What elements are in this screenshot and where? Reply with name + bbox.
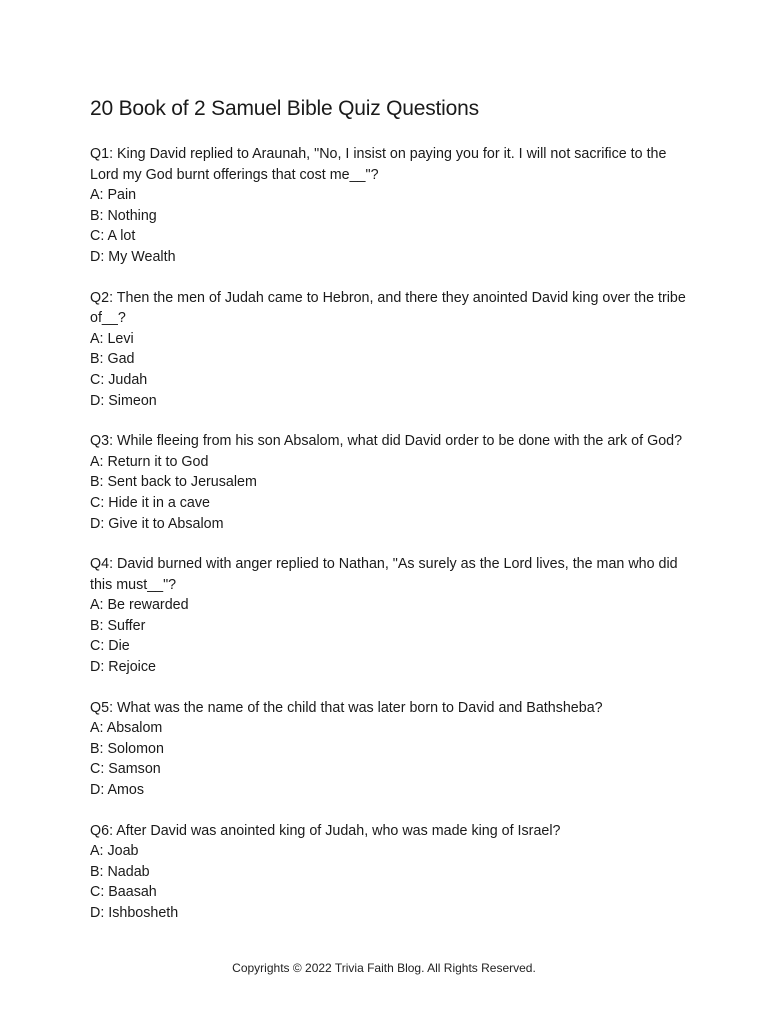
question-block [90, 144, 690, 268]
answer-option: A: Be rewarded [90, 597, 189, 614]
answer-option: B: Gad [90, 351, 135, 368]
answer-option: B: Solomon [90, 740, 164, 757]
answer-option: A: Pain [90, 187, 137, 204]
question-text: Q5: What was the name of the child that was later born to David and Bathsheba? [90, 699, 603, 716]
answer-option: D: Amos [90, 782, 145, 799]
answer-option: A: Absalom [90, 720, 163, 737]
answer-option: D: Rejoice [90, 659, 156, 676]
answer-option: A: Joab [90, 843, 139, 860]
answer-option: C: Samson [90, 761, 161, 778]
question-block [90, 431, 690, 534]
page-title: 20 Book of 2 Samuel Bible Quiz Questions [90, 97, 479, 120]
answer-option: D: Give it to Absalom [90, 515, 224, 532]
question-block [90, 821, 690, 924]
answer-option: B: Suffer [90, 617, 146, 634]
question-block [90, 554, 690, 678]
answer-option: D: Simeon [90, 392, 157, 409]
answer-option: A: Return it to God [90, 453, 209, 470]
answer-option: C: Die [90, 638, 130, 655]
question-block [90, 288, 690, 412]
answer-option: C: Judah [90, 371, 148, 388]
question-block [90, 698, 690, 801]
question-text: Q3: While fleeing from his son Absalom, what did David order to be done with the ark of God? [90, 433, 683, 450]
question-text: Q4: David burned with anger replied to Nathan, "As surely as the Lord lives, the man who did this must__"? [90, 556, 678, 593]
answer-option: B: Nadab [90, 863, 150, 880]
answer-option: B: Nothing [90, 207, 157, 224]
answer-option: D: My Wealth [90, 248, 176, 265]
question-text: Q6: After David was anointed king of Judah, who was made king of Israel? [90, 822, 561, 839]
question-list [90, 144, 690, 944]
answer-option: C: Hide it in a cave [90, 494, 210, 511]
answer-option: A: Levi [90, 330, 134, 347]
copyright-footer: Copyrights © 2022 Trivia Faith Blog. All Rights Reserved. [232, 961, 536, 975]
question-text: Q1: King David replied to Araunah, "No, I insist on paying you for it. I will not sacrifice to the Lord my God burnt offerings that cost me__"? [90, 146, 667, 183]
answer-option: B: Sent back to Jerusalem [90, 474, 257, 491]
answer-option: C: Baasah [90, 884, 157, 901]
answer-option: C: A lot [90, 228, 136, 245]
question-text: Q2: Then the men of Judah came to Hebron, and there they anointed David king over the tribe of__? [90, 289, 686, 327]
answer-option: D: Ishbosheth [90, 905, 179, 921]
